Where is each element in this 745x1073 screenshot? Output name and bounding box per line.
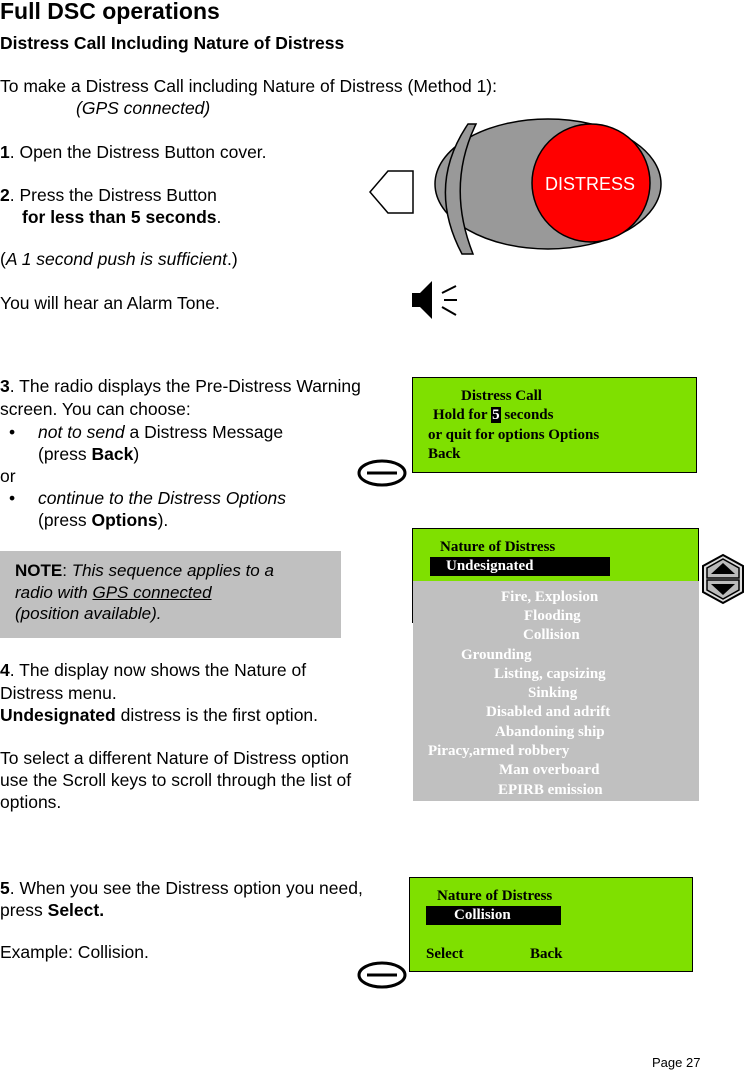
hold-text: Hold for 5 seconds <box>433 407 554 423</box>
list-item[interactable]: Piracy,armed robbery <box>428 743 570 759</box>
countdown: 5 <box>492 407 500 423</box>
list-item[interactable]: Abandoning ship <box>495 724 605 740</box>
step-number: 5 <box>0 878 10 898</box>
step-number: 1 <box>0 142 10 162</box>
step-4-line5: use the Scroll keys to scroll through the list of <box>0 770 352 790</box>
step-2 <box>0 184 217 206</box>
step-4: 4. The display now shows the Nature of <box>0 660 307 680</box>
screen-heading: Nature of Distress <box>440 539 556 555</box>
back-softkey-label: Back <box>428 446 461 462</box>
options-softkey-label: or quit for options Options <box>428 427 600 443</box>
step-4-line3: Undesignated distress is the first option. <box>0 705 319 725</box>
scroll-keys-icon[interactable] <box>700 553 745 605</box>
speaker-icon <box>410 278 460 326</box>
list-item[interactable]: Fire, Explosion <box>501 589 599 605</box>
section-subtitle: Distress Call Including Nature of Distress <box>0 33 345 53</box>
step-number: 2 <box>0 185 10 205</box>
list-item[interactable]: Grounding <box>461 647 532 663</box>
note-box <box>0 551 341 638</box>
step-3-line2: screen. You can choose: <box>0 399 191 419</box>
note-line2: radio with GPS connected <box>15 583 212 602</box>
screen-heading: Nature of Distress <box>437 888 553 904</box>
step-2-note: (A 1 second push is sufficient.) <box>0 249 238 269</box>
list-item[interactable]: EPIRB emission <box>498 782 603 798</box>
list-item[interactable]: Disabled and adrift <box>486 704 611 720</box>
option-not-send: • not to send a Distress Message <box>38 421 283 443</box>
step-4-line4: To select a different Nature of Distress option <box>0 748 349 768</box>
note-line3: (position available). <box>15 604 162 623</box>
collision-selected-screen <box>409 877 693 972</box>
list-item[interactable]: Man overboard <box>499 762 600 778</box>
soft-key-icon[interactable] <box>356 960 408 990</box>
alarm-text: You will hear an Alarm Tone. <box>0 293 220 313</box>
selected-option[interactable]: Collision <box>426 906 561 925</box>
intro-gps: (GPS connected) <box>76 98 211 118</box>
step-3: 3. The radio displays the Pre-Distress Warning <box>0 376 361 396</box>
step-number: 4 <box>0 660 10 680</box>
soft-key-icon[interactable] <box>356 458 408 488</box>
intro-line: To make a Distress Call including Nature of Distress (Method 1): <box>0 76 497 96</box>
back-softkey-label[interactable]: Back <box>530 946 563 962</box>
list-item[interactable]: Sinking <box>528 685 578 701</box>
screen-heading: Distress Call <box>461 388 542 404</box>
note-line1: NOTE: This sequence applies to a <box>15 561 274 580</box>
selected-option[interactable]: Undesignated <box>430 557 610 576</box>
list-item[interactable]: Listing, capsizing <box>494 666 606 682</box>
step-4-line6: options. <box>0 792 62 812</box>
arrow-left-icon <box>370 171 413 213</box>
page-number: Page 27 <box>652 1055 701 1070</box>
page-title: Full DSC operations <box>0 0 220 24</box>
step-5-example: Example: Collision. <box>0 942 149 962</box>
step-text: . Open the Distress Button cover. <box>9 142 267 162</box>
select-softkey-label[interactable]: Select <box>426 946 464 962</box>
list-item[interactable]: Collision <box>523 627 580 643</box>
step-1 <box>0 141 267 163</box>
step-4-line2: Distress menu. <box>0 683 117 703</box>
distress-button-illustration <box>368 118 668 260</box>
pre-distress-screen <box>412 377 697 473</box>
step-5-line2: press Select. <box>0 900 105 920</box>
or-text: or <box>0 466 16 486</box>
step-2-duration: for less than 5 seconds. <box>22 207 222 227</box>
option-continue: • continue to the Distress Options <box>38 487 286 509</box>
distress-options-list <box>413 581 699 801</box>
step-number: 3 <box>0 376 10 396</box>
list-item[interactable]: Flooding <box>524 608 581 624</box>
option-options-key: (press Options). <box>38 510 169 530</box>
option-back-key: (press Back) <box>38 444 140 464</box>
step-5: 5. When you see the Distress option you need, <box>0 878 363 898</box>
step-text: . Press the Distress Button <box>9 185 217 205</box>
distress-button-label: DISTRESS <box>544 174 636 194</box>
